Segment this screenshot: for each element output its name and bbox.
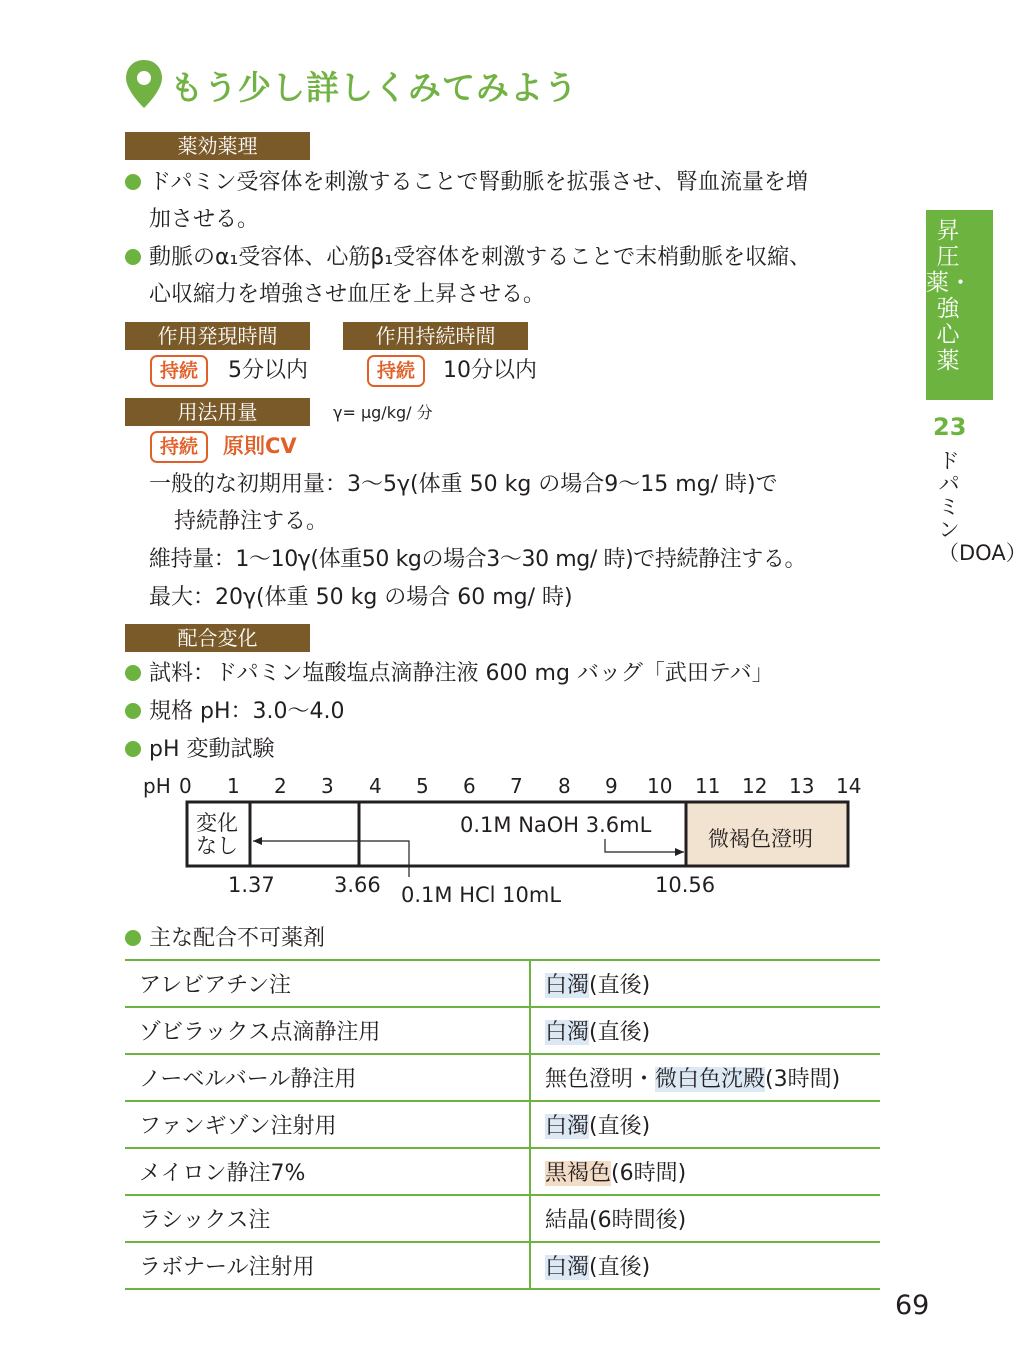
dosage-line: 持続静注する。 — [174, 509, 329, 534]
ph-tick: 6 — [463, 774, 476, 798]
continuous-tag: 持続 — [150, 355, 208, 387]
mix-result: 無色澄明・微白色沈殿(3時間) — [530, 1054, 880, 1101]
bullet-continuation: 加させる。 — [149, 207, 260, 232]
drug-name: ノーベルバール静注用 — [125, 1054, 530, 1101]
continuous-tag: 持続 — [150, 431, 208, 463]
section-header-duration: 作用持続時間 — [343, 322, 528, 350]
bullet-dot-icon — [125, 741, 141, 757]
principle-cv: 原則CV — [223, 434, 297, 458]
section-header-compat: 配合変化 — [125, 624, 310, 652]
chapter-number: 23 — [933, 413, 967, 441]
bullet-continuation: 心収縮力を増強させ血圧を上昇させる。 — [149, 282, 546, 307]
ph-tick: 0 — [179, 774, 192, 798]
sidebar-drug-name: ドパミン（DOA） — [938, 449, 1027, 565]
drug-name: ラシックス注 — [125, 1195, 530, 1242]
naoh-arrow-line — [605, 839, 684, 852]
mix-result: 黒褐色(6時間) — [530, 1148, 880, 1195]
ph-tick: 1 — [227, 774, 240, 798]
bullet-item: 試料：ドパミン塩酸塩点滴静注液 600 mg バッグ「武田テバ」 — [125, 655, 774, 693]
bullet-item: 動脈のα₁受容体、心筋β₁受容体を刺激することで末梢動脈を収縮、 — [125, 239, 811, 277]
section-header-onset: 作用発現時間 — [125, 322, 310, 350]
bullet-item: pH 変動試験 — [125, 731, 275, 769]
spec-ph-value: 3.66 — [334, 873, 381, 897]
continuous-tag: 持続 — [367, 355, 425, 387]
table-row — [125, 1007, 880, 1054]
ph-tick: 2 — [274, 774, 287, 798]
bullet-dot-icon — [125, 930, 141, 946]
duration-value: 10分以内 — [443, 358, 537, 383]
table-row — [125, 1054, 880, 1101]
low-ph-value: 1.37 — [228, 873, 275, 897]
ph-tick: 5 — [416, 774, 429, 798]
table-row — [125, 1195, 880, 1242]
table-row — [125, 1148, 880, 1195]
naoh-arrowhead — [675, 848, 684, 856]
hcl-label: 0.1M HCl 10mL — [401, 883, 562, 907]
dosage-line: 最大：20γ(体重 50 kg の場合 60 mg/ 時) — [149, 585, 573, 610]
section-header-dosage: 用法用量 — [125, 398, 310, 426]
bullet-dot-icon — [125, 703, 141, 719]
ph-tick: 11 — [695, 774, 721, 798]
page-title: もう少し詳しくみてみよう — [170, 68, 578, 107]
page-number: 69 — [895, 1290, 930, 1321]
high-ph-value: 10.56 — [655, 873, 716, 897]
hcl-arrow-line — [253, 841, 409, 852]
ph-tick: 8 — [558, 774, 571, 798]
onset-value: 5分以内 — [228, 358, 308, 383]
mix-result: 結晶(6時間後) — [530, 1195, 880, 1242]
map-pin-icon — [124, 58, 164, 110]
dosage-line: 維持量：1～10γ(体重50 kgの場合3～30 mg/ 時)で持続静注する。 — [149, 547, 807, 572]
bullet-dot-icon — [125, 174, 141, 190]
bullet-item: ドパミン受容体を刺激することで腎動脈を拡張させ、腎血流量を増 — [125, 164, 808, 202]
drug-name: メイロン静注7% — [125, 1148, 530, 1195]
dosage-line: 一般的な初期用量：3～5γ(体重 50 kg の場合9～15 mg/ 時)で — [149, 472, 778, 497]
ph-tick: 14 — [836, 774, 862, 798]
bullet-dot-icon — [125, 249, 141, 265]
table-row — [125, 1242, 880, 1289]
naoh-label: 0.1M NaOH 3.6mL — [460, 813, 652, 837]
mix-result: 白濁(直後) — [530, 1242, 880, 1289]
hcl-arrowhead — [253, 837, 262, 845]
incompatible-drugs-table — [125, 959, 880, 1290]
table-row — [125, 960, 880, 1007]
ph-tick: 13 — [789, 774, 815, 798]
ph-tick: 4 — [369, 774, 382, 798]
result-label: 微褐色澄明 — [708, 827, 813, 851]
unit-note: γ= μg/kg/ 分 — [333, 403, 433, 422]
ph-axis-label: pH — [143, 774, 171, 798]
drug-name: ファンギゾン注射用 — [125, 1101, 530, 1148]
ph-tick: 9 — [605, 774, 618, 798]
drug-name: アレビアチン注 — [125, 960, 530, 1007]
bullet-item: 主な配合不可薬剤 — [125, 920, 325, 958]
mix-result: 白濁(直後) — [530, 960, 880, 1007]
no-change-label: 変化 なし — [196, 811, 238, 858]
sidebar-category: 昇圧薬・強心薬 — [926, 218, 972, 374]
section-header-pharmacology: 薬効薬理 — [125, 132, 310, 160]
mix-result: 白濁(直後) — [530, 1007, 880, 1054]
drug-name: ラボナール注射用 — [125, 1242, 530, 1289]
ph-tick: 12 — [742, 774, 768, 798]
ph-tick: 7 — [510, 774, 523, 798]
ph-tick: 10 — [647, 774, 673, 798]
mix-result: 白濁(直後) — [530, 1101, 880, 1148]
drug-name: ゾビラックス点滴静注用 — [125, 1007, 530, 1054]
bullet-dot-icon — [125, 665, 141, 681]
bullet-item: 規格 pH：3.0～4.0 — [125, 693, 344, 731]
ph-tick: 3 — [321, 774, 334, 798]
table-row — [125, 1101, 880, 1148]
